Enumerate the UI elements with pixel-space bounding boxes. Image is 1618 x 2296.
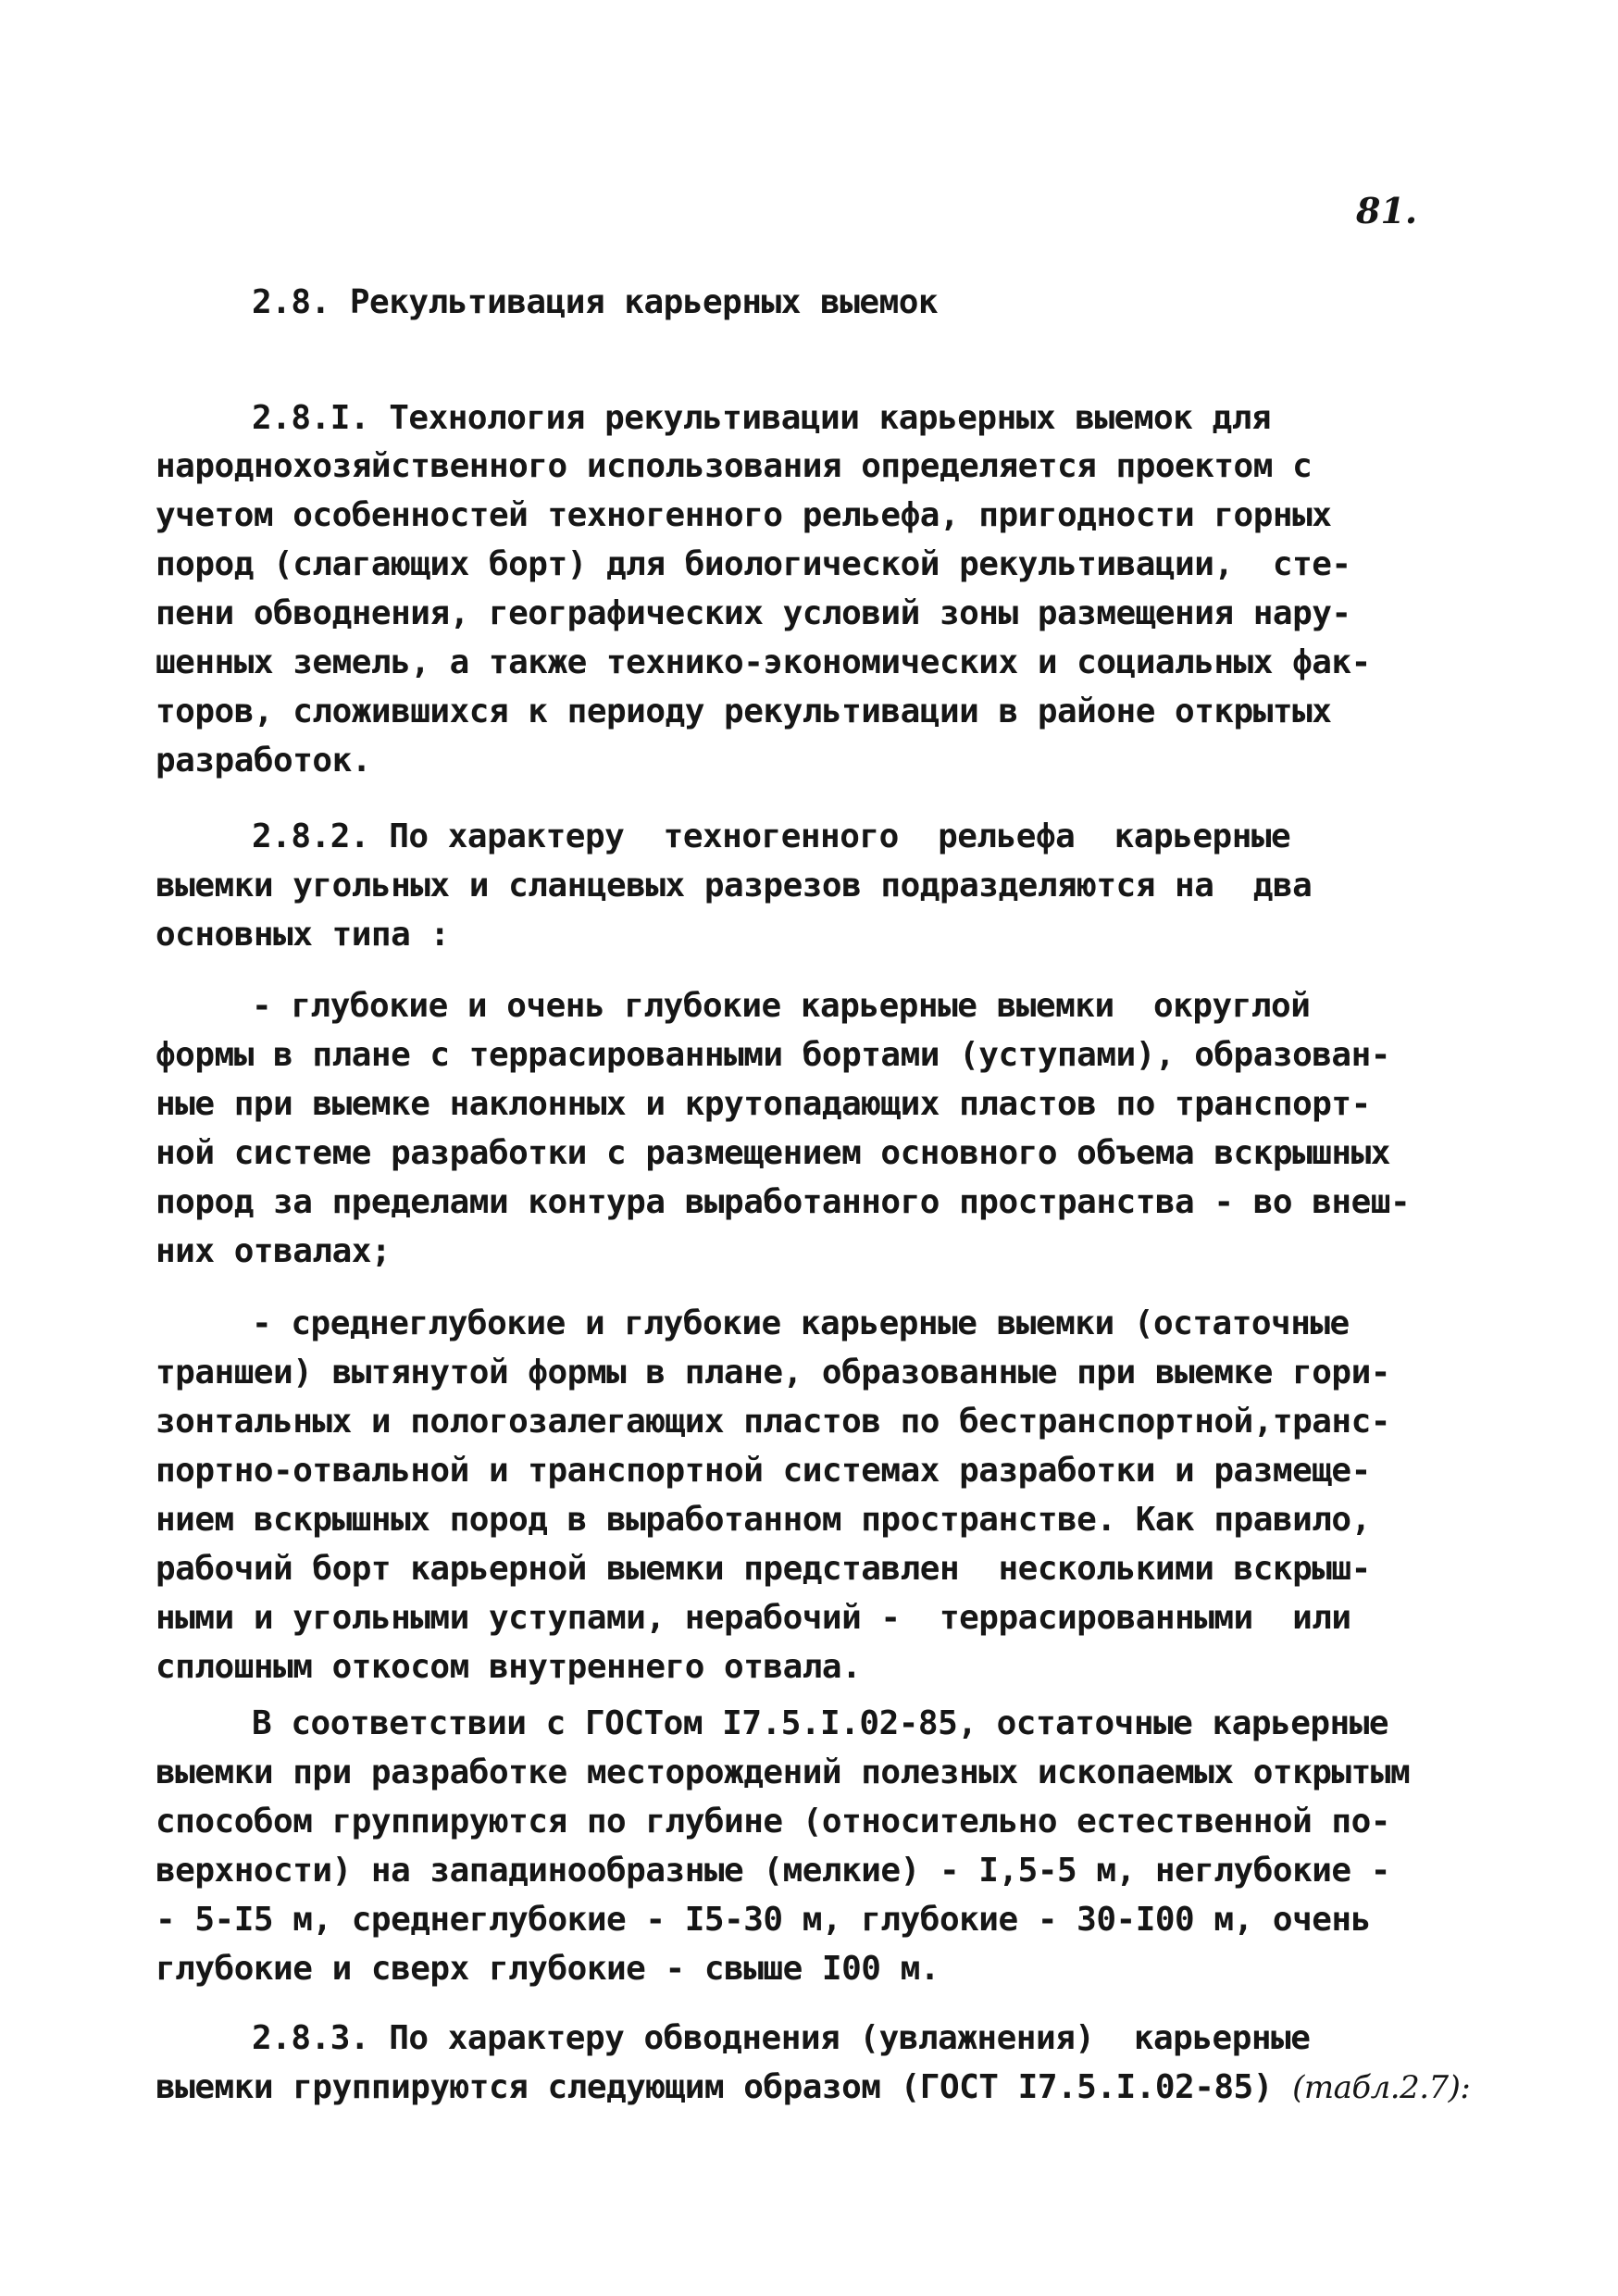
- text-line: торов, сложившихся к периоду рекультивации в районе открытых: [156, 693, 1332, 730]
- text-line: пени обводнения, географических условий зоны размещения нару-: [156, 594, 1351, 632]
- text-line: ными и угольными уступами, нерабочий - террасированными или: [156, 1599, 1351, 1637]
- text-line: шенных земель, а также технико-экономических и социальных фак-: [156, 643, 1371, 681]
- text-line: траншеи) вытянутой формы в плане, образованные при выемке гори-: [156, 1354, 1390, 1391]
- text-line: В соответствии с ГОСТом I7.5.I.02-85, остаточные карьерные: [252, 1704, 1389, 1742]
- text-line: - глубокие и очень глубокие карьерные выемки округлой: [252, 987, 1311, 1025]
- text-line: рабочий борт карьерной выемки представлен несколькими вскрыш-: [156, 1550, 1371, 1588]
- text-line: 2.8.2. По характеру техногенного рельефа карьерные: [252, 817, 1291, 855]
- text-line: ные при выемке наклонных и крутопадающих пластов по транспорт-: [156, 1085, 1371, 1123]
- text-line: способом группируются по глубине (относительно естественной по-: [156, 1803, 1390, 1841]
- text-line: 2.8.3. По характеру обводнения (увлажнения) карьерные: [252, 2019, 1311, 2057]
- text-line: [156, 2067, 1470, 2108]
- text-line: нием вскрышных пород в выработанном пространстве. Как правило,: [156, 1501, 1371, 1539]
- text-line: верхности) на западинообразные (мелкие) - I,5-5 м, неглубокие -: [156, 1852, 1390, 1890]
- text-line: основных типа :: [156, 916, 450, 954]
- handwritten-table-reference: (табл.2.7):: [1292, 2069, 1471, 2106]
- text-line: разработок.: [156, 742, 371, 780]
- section-heading: 2.8. Рекультивация карьерных выемок: [252, 283, 939, 321]
- text-line: портно-отвальной и транспортной системах разработки и размеще-: [156, 1452, 1371, 1490]
- text-line: выемки угольных и сланцевых разрезов подразделяются на два: [156, 867, 1313, 905]
- text-line: выемки при разработке месторождений полезных ископаемых открытым: [156, 1753, 1411, 1791]
- text-line-content: выемки группируются следующим образом (ГОСТ I7.5.I.02-85): [156, 2068, 1273, 2106]
- text-line: учетом особенностей техногенного рельефа, пригодности горных: [156, 496, 1332, 534]
- text-line: них отвалах;: [156, 1232, 392, 1270]
- text-line: 2.8.I. Технология рекультивации карьерных выемок для: [252, 399, 1272, 437]
- text-line: формы в плане с террасированными бортами (уступами), образован-: [156, 1036, 1390, 1074]
- text-line: - 5-I5 м, среднеглубокие - I5-30 м, глубокие - 30-I00 м, очень: [156, 1901, 1371, 1939]
- text-line: зонтальных и пологозалегающих пластов по бестранспортной,транс-: [156, 1403, 1390, 1441]
- text-line: народнохозяйственного использования определяется проектом с: [156, 447, 1313, 485]
- text-line: пород (слагающих борт) для биологической рекультивации, сте-: [156, 545, 1351, 583]
- text-line: - среднеглубокие и глубокие карьерные выемки (остаточные: [252, 1304, 1350, 1342]
- text-line: сплошным откосом внутреннего отвала.: [156, 1648, 862, 1686]
- text-line: пород за пределами контура выработанного пространства - во внеш-: [156, 1183, 1411, 1221]
- text-line: ной системе разработки с размещением основного объема вскрышных: [156, 1134, 1390, 1172]
- text-line: глубокие и сверх глубокие - свыше I00 м.: [156, 1950, 940, 1988]
- page-number: 81.: [1356, 190, 1418, 231]
